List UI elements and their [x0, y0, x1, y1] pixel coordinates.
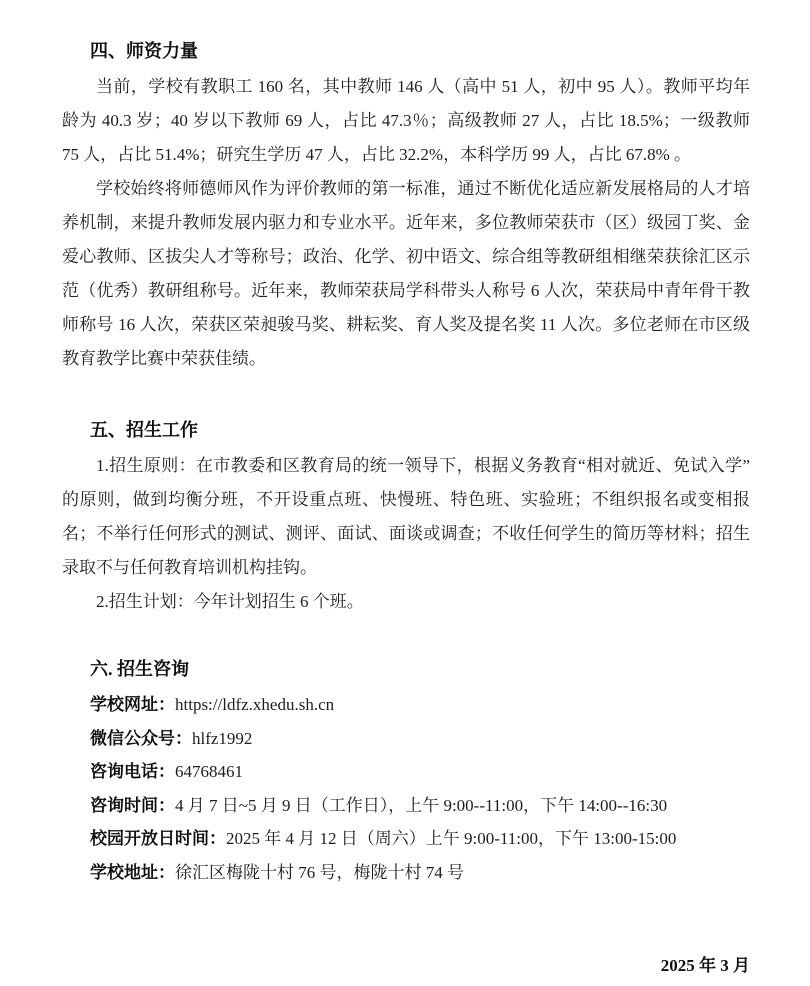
info-line-school-website	[90, 688, 750, 722]
section-enrollment-work	[62, 413, 750, 619]
wechat-account-value: hlfz1992	[192, 728, 253, 748]
section-heading-enrollment-consultation: 六. 招生咨询	[90, 659, 189, 679]
info-line-wechat-account	[90, 722, 750, 756]
consultation-time-label: 咨询时间：	[90, 795, 175, 815]
paragraph-staff-awards: 学校始终将师德师风作为评价教师的第一标准，通过不断优化适应新发展格局的人才培养机制，来提升教师发展内驱力和专业水平。近年来，多位教师荣获市（区）级园丁奖、金爱心教师、区拔尖人才等称号；政治、化学、初中语文、综合组等教研组相继荣获徐汇区示范（优秀）教研组称号。近年来，教师荣获局学科带头人称号 6 人次，荣获局中青年骨干教师称号 16 人次，荣获区荣昶骏马奖、耕耘奖、育人奖及提名奖 11 人次。多位老师在市区级教育教学比赛中荣获佳绩。	[62, 179, 750, 368]
school-address-label: 学校地址：	[90, 862, 175, 882]
open-day-value: 2025 年 4 月 12 日（周六）上午 9:00-11:00，下午 13:00-15:00	[226, 829, 677, 848]
wechat-account-label: 微信公众号：	[90, 728, 192, 748]
consultation-time-value: 4 月 7 日~5 月 9 日（工作日），上午 9:00--11:00，下午 14:00--16:30	[175, 795, 668, 815]
consultation-phone-value: 64768461	[175, 762, 243, 781]
paragraph-enrollment-plan: 2.招生计划：今年计划招生 6 个班。	[96, 592, 364, 611]
section-heading-enrollment-work: 五、招生工作	[90, 420, 198, 440]
paragraph-staff-statistics: 当前，学校有教职工 160 名，其中教师 146 人（高中 51 人，初中 95 人）。教师平均年龄为 40.3 岁；40 岁以下教师 69 人，占比 47.3％；高级教师 27 人，占比 18.5%；一级教师 75 人，占比 51.4%；研究生学历 47 人，占比 32.2%，本科学历 99 人，占比 67.8% 。	[62, 77, 750, 164]
info-line-consultation-time	[90, 789, 750, 823]
section-teaching-staff	[62, 34, 750, 376]
document-date: 2025 年 3 月	[660, 956, 750, 975]
consultation-phone-label: 咨询电话：	[90, 762, 175, 781]
school-website-label: 学校网址：	[90, 695, 175, 714]
section-heading-teaching-staff: 四、师资力量	[90, 41, 198, 61]
info-line-open-day	[90, 822, 750, 856]
school-website-value: https://ldfz.xhedu.sh.cn	[175, 695, 335, 714]
info-line-consultation-phone	[90, 755, 750, 789]
info-line-school-address	[90, 856, 750, 890]
school-address-value: 徐汇区梅陇十村 76 号，梅陇十村 74 号	[175, 862, 464, 882]
section-enrollment-consultation	[62, 652, 750, 889]
open-day-label: 校园开放日时间：	[90, 829, 226, 848]
paragraph-enrollment-principles: 1.招生原则：在市教委和区教育局的统一领导下，根据义务教育“相对就近、免试入学”的原则，做到均衡分班，不开设重点班、快慢班、特色班、实验班；不组织报名或变相报名；不举行任何形式的测试、测评、面试、面谈或调查；不收任何学生的简历等材料；招生录取不与任何教育培训机构挂钩。	[62, 456, 750, 577]
